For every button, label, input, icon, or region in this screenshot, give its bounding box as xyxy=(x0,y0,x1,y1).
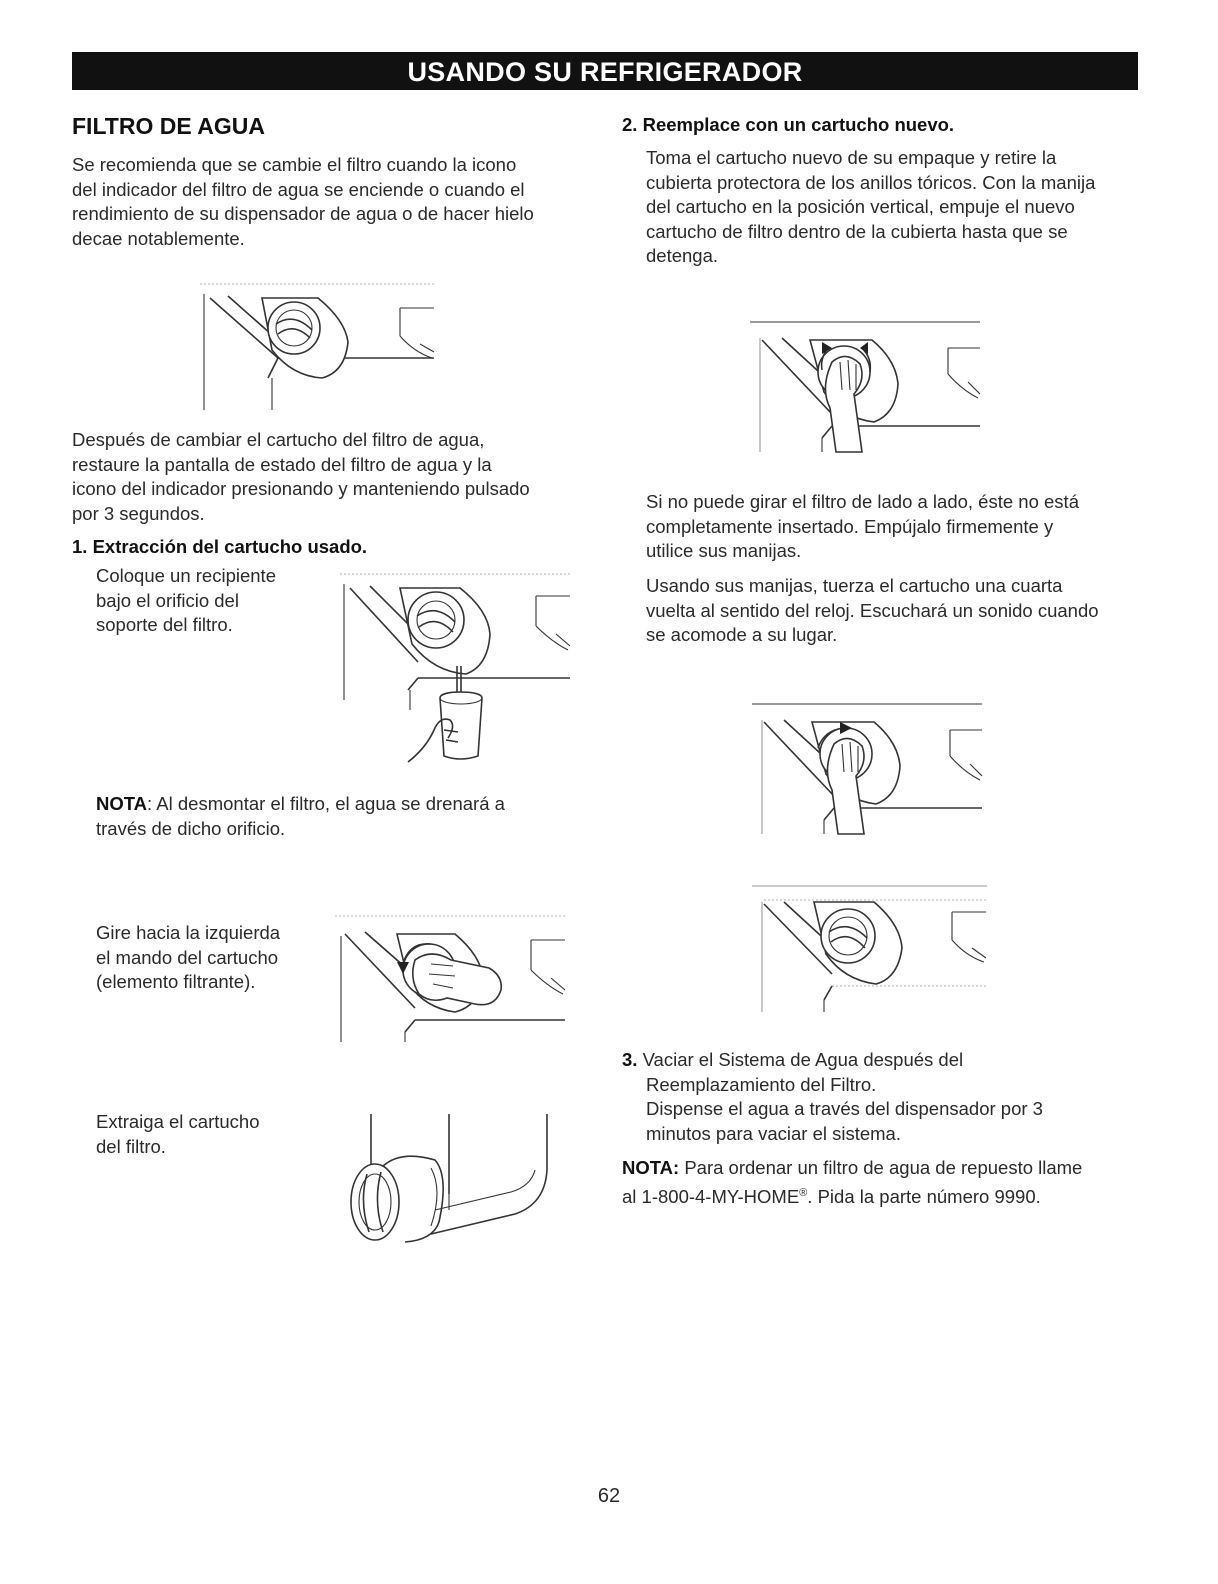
text-line: Se recomienda que se cambie el filtro cuando la icono xyxy=(72,154,517,175)
step-number: 3. xyxy=(622,1049,638,1070)
text-line: minutos para vaciar el sistema. xyxy=(646,1122,901,1144)
text-line: . Pida la parte número 9990. xyxy=(807,1185,1041,1207)
text-line: Para ordenar un filtro de agua de repuesto llame xyxy=(679,1157,1083,1178)
turn-left-instruction xyxy=(96,921,280,995)
insert-check-paragraph xyxy=(646,490,1079,564)
step2-body xyxy=(646,146,1095,269)
text-line: : Al desmontar el filtro, el agua se drenará a xyxy=(147,793,505,814)
text-line: del cartucho en la posición vertical, empuje el nuevo xyxy=(646,196,1075,217)
text-line: completamente insertado. Empújalo firmemente y xyxy=(646,515,1054,537)
registered-mark: ® xyxy=(799,1186,808,1199)
text-line: bajo el orificio del xyxy=(96,589,239,611)
text-line: Coloque un recipiente xyxy=(96,565,276,586)
extract-instruction xyxy=(96,1110,260,1159)
step-title: Reemplazamiento del Filtro. xyxy=(646,1073,877,1095)
step3-block xyxy=(622,1048,1043,1146)
container-instruction xyxy=(96,564,276,638)
text-line: del indicador del filtro de agua se enciende o cuando el xyxy=(72,178,525,200)
text-line: detenga. xyxy=(646,245,719,266)
step-title: Extracción del cartucho usado. xyxy=(92,536,368,557)
text-line: icono del indicador presionando y manteniendo pulsado xyxy=(72,478,530,499)
drain-note xyxy=(96,792,505,841)
page-number: 62 xyxy=(597,1485,621,1507)
section-title: FILTRO DE AGUA xyxy=(72,113,265,139)
step2-heading xyxy=(622,114,954,136)
text-line: soporte del filtro. xyxy=(96,614,233,635)
step-number: 1. xyxy=(72,536,88,557)
text-line: utilice sus manijas. xyxy=(646,540,802,561)
order-note xyxy=(622,1156,1082,1209)
text-line: se acomode a su lugar. xyxy=(646,624,838,645)
text-line: Dispense el agua a través del dispensador por 3 xyxy=(646,1098,1043,1119)
text-line: restaure la pantalla de estado del filtro de agua y la xyxy=(72,453,492,475)
filter-housing-icon xyxy=(752,882,992,1017)
filter-housing-icon xyxy=(200,280,440,415)
step-number: 2. xyxy=(622,114,638,135)
phone-number: al 1-800-4-MY-HOME xyxy=(622,1185,800,1207)
twist-paragraph xyxy=(646,574,1099,648)
text-line: Toma el cartucho nuevo de su empaque y retire la xyxy=(646,147,1057,168)
text-line: el mando del cartucho xyxy=(96,946,279,968)
text-line: Extraiga el cartucho xyxy=(96,1111,260,1132)
text-line: Gire hacia la izquierda xyxy=(96,922,281,943)
text-line: (elemento filtrante). xyxy=(96,971,256,992)
hand-icon xyxy=(750,318,985,458)
rotation-arrow-icon xyxy=(752,700,987,840)
text-line: Si no puede girar el filtro de lado a lado, éste no está xyxy=(646,491,1079,512)
note-label: NOTA xyxy=(96,793,148,814)
text-line: rendimiento de su dispensador de agua o de hacer hielo xyxy=(72,203,534,224)
text-line: decae notablemente. xyxy=(72,227,245,249)
text-line: Usando sus manijas, tuerza el cartucho una cuarta xyxy=(646,575,1063,596)
text-line: del filtro. xyxy=(96,1135,166,1157)
note-label: NOTA: xyxy=(622,1157,680,1178)
rotation-arrow-icon xyxy=(335,912,570,1047)
filter-cartridge-icon xyxy=(335,1110,560,1255)
text-line: por 3 segundos. xyxy=(72,502,205,524)
text-line: cubierta protectora de los anillos tóricos. Con la manija xyxy=(646,171,1096,193)
text-line: vuelta al sentido del reloj. Escuchará un sonido cuando xyxy=(646,599,1099,621)
text-line: Después de cambiar el cartucho del filtro de agua, xyxy=(72,429,485,450)
text-line: través de dicho orificio. xyxy=(96,817,286,839)
intro-paragraph xyxy=(72,153,534,251)
step-title: Vaciar el Sistema de Agua después del xyxy=(642,1049,964,1070)
step-title: Reemplace con un cartucho nuevo. xyxy=(642,114,955,135)
reset-paragraph xyxy=(72,428,530,526)
cup-icon xyxy=(340,570,575,765)
step1-heading xyxy=(72,536,367,558)
page-banner: USANDO SU REFRIGERADOR xyxy=(72,52,1138,90)
text-line: cartucho de filtro dentro de la cubierta hasta que se xyxy=(646,220,1068,242)
